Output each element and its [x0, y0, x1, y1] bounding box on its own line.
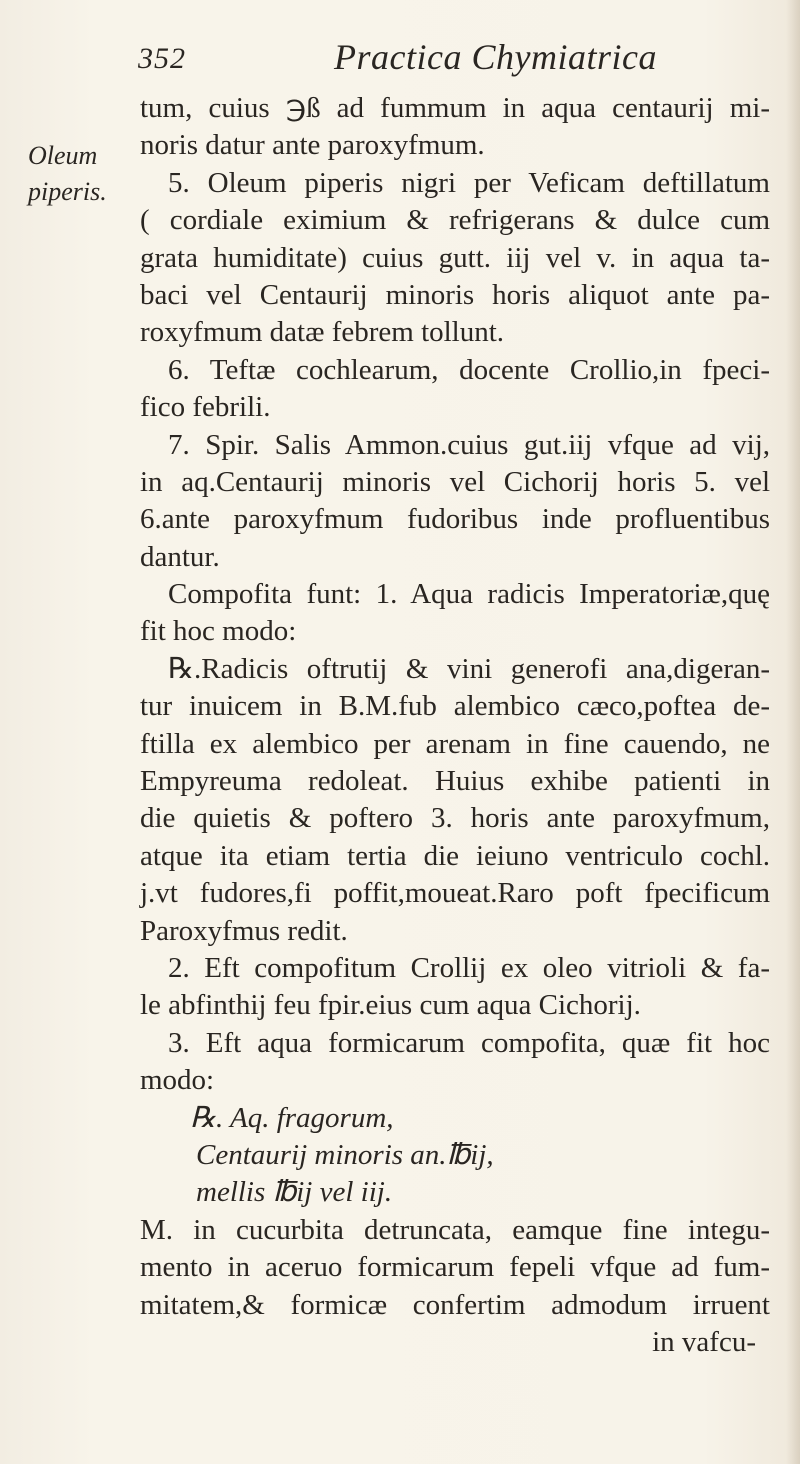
text-line: Paroxyfmus redit. [140, 914, 348, 947]
text-line: ℞.Radicis oftrutij & vini generofi ana,digeran- [168, 652, 770, 685]
text-line: 5. Oleum piperis nigri per Veficam deftillatum [168, 166, 770, 199]
text-line: Compofita funt: 1. Aqua radicis Imperatoriæ,quę [168, 578, 770, 611]
text-line: 6. Teftæ cochlearum, docente Crollio,in fpeci- [168, 353, 770, 386]
body-text [140, 90, 770, 1361]
text-line: M. in cucurbita detruncata, eamque fine integu- [140, 1213, 770, 1246]
text-line: 6.ante paroxyfmum fudoribus inde profluentibus [140, 503, 770, 536]
text-line: 2. Eft compofitum Crollij ex oleo vitrioli & fa- [168, 951, 770, 984]
text-line: atque ita etiam tertia die ieiuno ventriculo cochl. [140, 839, 770, 872]
text-line: j.vt fudores,fi poffit,moueat.Raro poft fpecificum [140, 877, 770, 910]
text-line: die quietis & poftero 3. horis ante paroxyfmum, [140, 802, 770, 835]
page-header [138, 36, 698, 90]
page-edge-shadow [786, 0, 800, 1464]
text-line: ftilla ex alembico per arenam in fine cauendo, ne [140, 727, 770, 760]
catchword: in vafcu- [652, 1325, 756, 1358]
text-line: modo: [140, 1064, 215, 1097]
marginal-note-line: Oleum [28, 141, 98, 170]
text-line: 3. Eft aqua formicarum compofita, quæ fit hoc [168, 1026, 770, 1059]
text-line: baci vel Centaurij minoris horis aliquot ante pa- [140, 278, 770, 311]
marginal-note [28, 138, 118, 210]
text-line: fit hoc modo: [140, 615, 297, 648]
marginal-note-line: piperis. [28, 177, 107, 206]
text-line: noris datur ante paroxyfmum. [140, 129, 485, 162]
text-line: ( cordiale eximium & refrigerans & dulce cum [140, 204, 770, 237]
page-number: 352 [138, 42, 186, 75]
text-line: fico febrili. [140, 391, 271, 424]
text-line: 7. Spir. Salis Ammon.cuius gut.iij vfque ad vij, [168, 428, 770, 461]
text-line: grata humiditate) cuius gutt. iij vel v. in aqua ta- [140, 241, 770, 274]
text-line: in aq.Centaurij minoris vel Cichorij horis 5. vel [140, 465, 770, 498]
running-title: Practica Chymiatrica [334, 37, 657, 77]
text-line: mento in aceruo formicarum fepeli vfque ad fum- [140, 1251, 770, 1284]
text-line: dantur. [140, 540, 220, 573]
recipe-line: ℞. Aq. fragorum, [190, 1101, 394, 1134]
text-line: tum, cuius ℈ß ad fummum in aqua centaurij mi- [140, 92, 770, 124]
text-line: Empyreuma redoleat. Huius exhibe patienti in [140, 765, 770, 798]
text-line: mitatem,& formicæ confertim admodum irruent [140, 1288, 770, 1321]
text-line: le abfinthij feu fpir.eius cum aqua Cichorij. [140, 989, 641, 1022]
recipe-line: mellis ℔ij vel iij. [196, 1176, 393, 1209]
text-line: tur inuicem in B.M.fub alembico cæco,poftea de- [140, 690, 770, 723]
recipe-line: Centaurij minoris an.℔ij, [196, 1138, 494, 1171]
text-line: roxyfmum datæ febrem tollunt. [140, 316, 505, 349]
